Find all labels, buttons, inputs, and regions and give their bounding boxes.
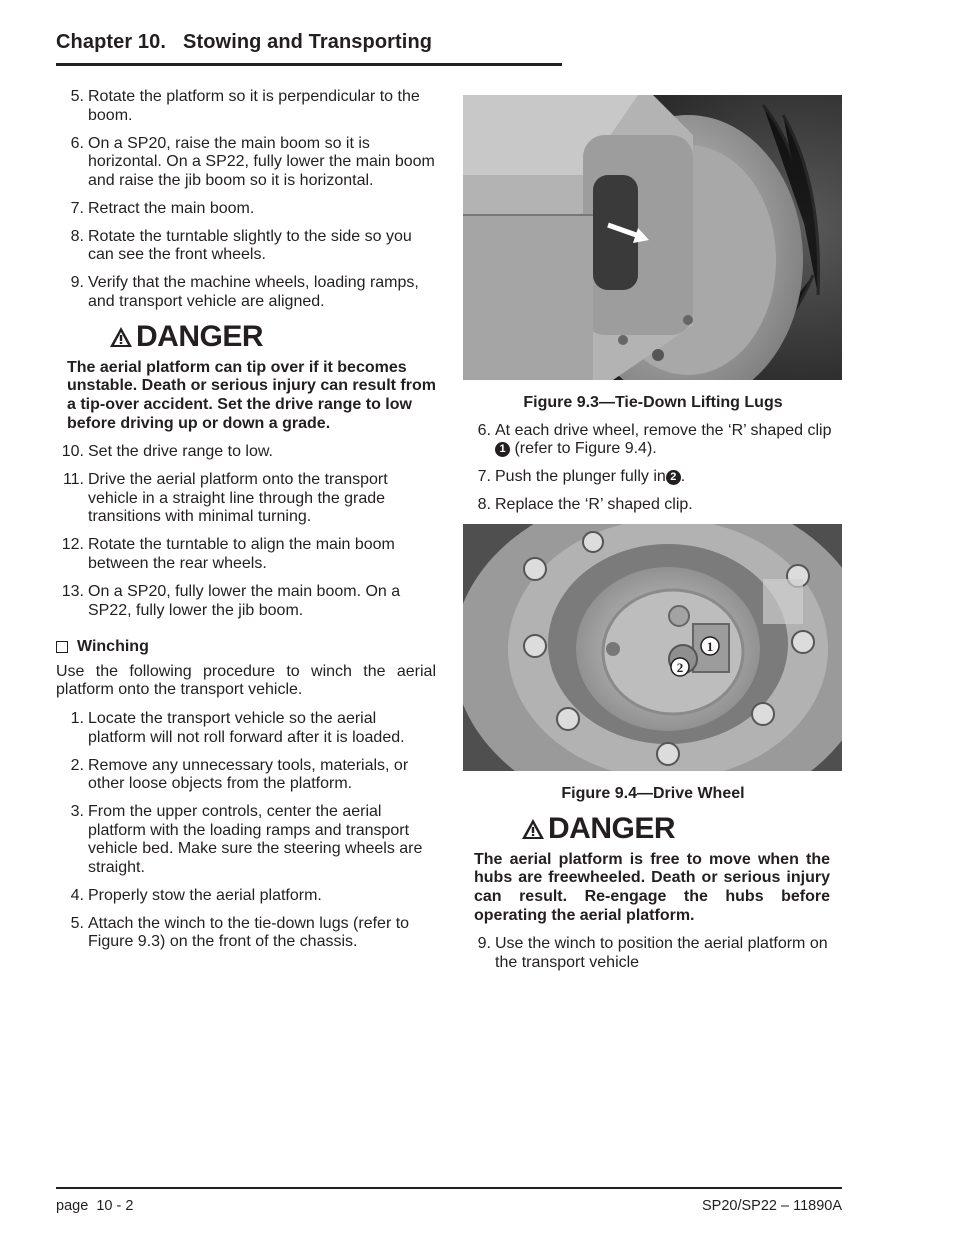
list-item: 6. On a SP20, raise the main boom so it is horizontal. On a SP22, fully lower the main boom and raise the jib boom so it is horizontal.	[70, 134, 435, 189]
chapter-title: Chapter 10. Stowing and Transporting	[56, 31, 433, 53]
list-item: 7. Retract the main boom.	[70, 199, 255, 217]
list-item: 3. From the upper controls, center the aerial platform with the loading ramps and transport vehicle bed. Make sure the steering wheels are straight.	[70, 803, 423, 876]
page-number: page 10 - 2	[56, 1198, 134, 1214]
steps-list-e	[463, 935, 843, 972]
list-item: 7. Push the plunger fully in 2 .	[477, 468, 686, 486]
footer-rule	[56, 1187, 842, 1189]
drive-wheel-photo	[463, 524, 842, 771]
steps-list-a	[56, 88, 436, 312]
warning-triangle-icon	[521, 818, 545, 840]
list-item: 8. Rotate the turntable slightly to the side so you can see the front wheels.	[70, 227, 412, 264]
svg-text:1: 1	[706, 639, 714, 655]
section-heading: Winching	[56, 638, 436, 657]
list-item: 5. Rotate the platform so it is perpendicular to the boom.	[70, 88, 420, 124]
steps-list-d	[463, 422, 843, 515]
list-item: 11. Drive the aerial platform onto the transport vehicle in a straight line through the grade transitions with minimal turning.	[62, 471, 388, 526]
list-item: 10. Set the drive range to low.	[61, 443, 273, 461]
steps-list-b	[56, 443, 436, 620]
checkbox-bullet-icon	[56, 641, 68, 653]
list-item: 8. Replace the ‘R’ shaped clip.	[477, 496, 693, 514]
warning-triangle-icon	[109, 326, 133, 348]
steps-list-c	[56, 710, 436, 952]
svg-text:2: 2	[676, 660, 684, 676]
figure-caption: Figure 9.4—Drive Wheel	[561, 785, 745, 803]
list-item: 5. Attach the winch to the tie-down lugs (refer to Figure 9.3) on the front of the chassis.	[70, 914, 410, 951]
page-footer	[56, 1187, 842, 1214]
list-item: 13. On a SP20, fully lower the main boom. On a SP22, fully lower the jib boom.	[61, 583, 401, 619]
list-item: 1. Locate the transport vehicle so the aerial platform will not roll forward after it is loaded.	[70, 709, 405, 746]
document-id: SP20/SP22 – 11890A	[701, 1198, 842, 1214]
list-item: 9. Verify that the machine wheels, loading ramps, and transport vehicle are aligned.	[70, 274, 419, 310]
tie-down-lugs-photo	[463, 95, 842, 380]
callout-one-icon: 1	[495, 442, 510, 457]
danger-heading: DANGER	[468, 811, 728, 847]
right-column	[463, 95, 843, 982]
list-item: 2. Remove any unnecessary tools, materials, or other loose objects from the platform.	[70, 756, 409, 793]
callout-two-icon: 2	[666, 470, 681, 485]
header-rule	[56, 63, 562, 66]
list-item: 4. Properly stow the aerial platform.	[70, 886, 322, 904]
left-column	[56, 88, 436, 961]
list-item: 6. At each drive wheel, remove the ‘R’ shaped clip1 (refer to Figure 9.4).	[477, 421, 832, 458]
danger-heading: DANGER	[56, 319, 316, 355]
figure-caption: Figure 9.3—Tie-Down Lifting Lugs	[523, 394, 783, 411]
list-item: 12. Rotate the turntable to align the main boom between the rear wheels.	[61, 536, 395, 573]
page-header	[56, 31, 562, 54]
list-item: 9. Use the winch to position the aerial platform on the transport vehicle	[477, 935, 828, 971]
danger-message: The aerial platform is free to move when the hubs are freewheeled. Death or serious injury can result. Re-engage the hubs before operating the aerial platform.	[474, 850, 830, 924]
section-intro: Use the following procedure to winch the aerial platform onto the transport vehicle.	[56, 662, 436, 699]
danger-message: The aerial platform can tip over if it becomes unstable. Death or serious injury can result from a tip-over accident. Set the drive range to low before driving up or down a grade.	[67, 358, 436, 432]
